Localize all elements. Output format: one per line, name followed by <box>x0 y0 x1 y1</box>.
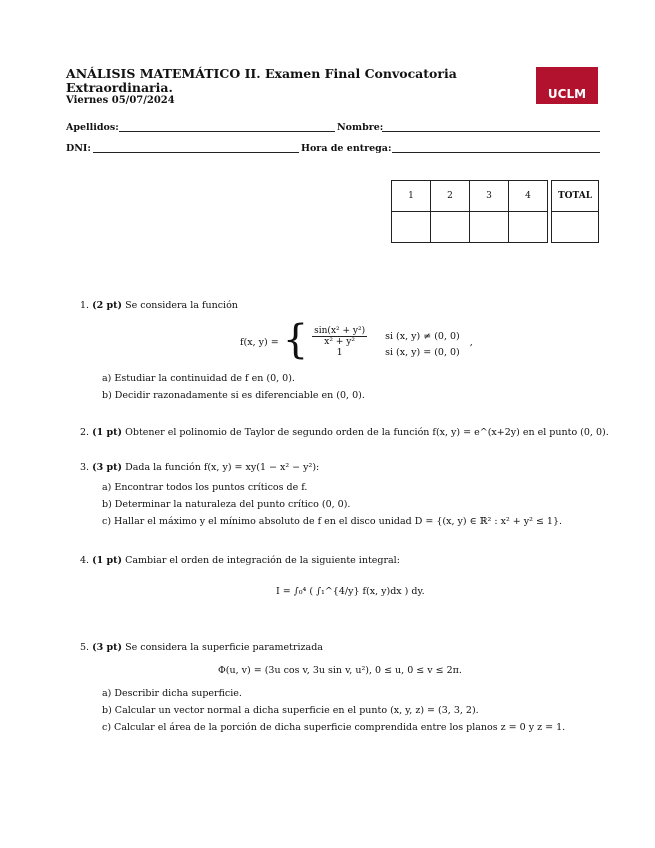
q1-formula-trail: , <box>469 336 473 348</box>
score-cell-3[interactable] <box>470 212 509 243</box>
q3-number: 3. <box>80 462 90 473</box>
score-value-row <box>392 212 599 243</box>
q1-points: (2 pt) <box>92 300 123 311</box>
q2-text: Obtener el polinomio de Taylor de segundo orden de la función f(x, y) = e^(x+2y) en el punto (0, 0). <box>125 427 609 438</box>
q1-case2-val: 1 <box>336 347 343 358</box>
score-cell-1[interactable] <box>392 212 431 243</box>
score-cell-4[interactable] <box>509 212 548 243</box>
brace: { <box>282 317 309 363</box>
q4-number: 4. <box>80 555 90 566</box>
q3-item-c: c) Hallar el máximo y el mínimo absoluto de f en el disco unidad D = {(x, y) ∈ ℝ² : x² + y² ≤ 1}. <box>102 516 563 527</box>
q5-item-a: a) Describir dicha superficie. <box>102 688 242 699</box>
hora-label: Hora de entrega: <box>301 143 392 154</box>
score-header-1: 1 <box>392 181 431 212</box>
q1-case1-cond: si (x, y) ≠ (0, 0) <box>385 331 460 342</box>
q5-points: (3 pt) <box>92 642 123 653</box>
q1-formula-lhs: f(x, y) = <box>240 336 279 348</box>
q4-formula: I = ∫₀⁴ ( ∫₁^{4/y} f(x, y)dx ) dy. <box>276 586 425 597</box>
q4-text: Cambiar el orden de integración de la siguiente integral: <box>125 555 400 566</box>
q5-item-c: c) Calcular el área de la porción de dicha superficie comprendida entre los planos z = 0 y z = 1. <box>102 722 566 733</box>
q1-case1-fraction <box>312 326 367 347</box>
apellidos-label: Apellidos: <box>66 122 119 133</box>
score-header-row <box>392 181 599 212</box>
score-header-3: 3 <box>470 181 509 212</box>
q1-case2-cond: si (x, y) = (0, 0) <box>385 347 460 358</box>
dni-line[interactable] <box>93 152 299 153</box>
score-cell-total[interactable] <box>552 212 599 243</box>
q3-item-b: b) Determinar la naturaleza del punto crítico (0, 0). <box>102 499 351 510</box>
q3-points: (3 pt) <box>92 462 123 473</box>
question-4 <box>80 555 400 567</box>
q2-number: 2. <box>80 427 90 438</box>
logo-text: UCLM <box>547 87 587 101</box>
nombre-line[interactable] <box>382 131 600 132</box>
question-3 <box>80 462 319 474</box>
q4-points: (1 pt) <box>92 555 123 566</box>
q5-text: Se considera la superficie parametrizada <box>125 642 323 653</box>
q1-text: Se considera la función <box>125 300 238 311</box>
dni-label: DNI: <box>66 143 91 154</box>
q3-text: Dada la función f(x, y) = xy(1 − x² − y²): <box>125 462 320 473</box>
q1-number: 1. <box>80 300 90 311</box>
question-1 <box>80 300 238 312</box>
q5-item-b: b) Calcular un vector normal a dicha superficie en el punto (x, y, z) = (3, 3, 2). <box>102 705 479 716</box>
score-table <box>391 180 599 243</box>
exam-date: Viernes 05/07/2024 <box>66 95 175 106</box>
score-header-2: 2 <box>431 181 470 212</box>
uclm-logo <box>536 67 598 104</box>
q5-number: 5. <box>80 642 90 653</box>
q1-item-b: b) Decidir razonadamente si es diferenciable en (0, 0). <box>102 390 365 401</box>
q1-formula <box>240 317 473 364</box>
score-cell-2[interactable] <box>431 212 470 243</box>
q1-case1-num: sin(x² + y²) <box>314 326 366 336</box>
q2-points: (1 pt) <box>92 427 123 438</box>
q5-formula: Φ(u, v) = (3u cos v, 3u sin v, u²), 0 ≤ u, 0 ≤ v ≤ 2π. <box>218 665 462 676</box>
q1-item-a: a) Estudiar la continuidad de f en (0, 0). <box>102 373 295 384</box>
question-5 <box>80 642 323 654</box>
q1-case1-den: x² + y² <box>324 337 355 347</box>
score-header-4: 4 <box>509 181 548 212</box>
q3-item-a: a) Encontrar todos los puntos críticos de f. <box>102 482 308 493</box>
q1-cases <box>312 326 460 358</box>
question-2 <box>80 427 609 439</box>
score-header-total: TOTAL <box>552 181 599 212</box>
exam-title: ANÁLISIS MATEMÁTICO II. Examen Final Convocatoria Extraordinaria. <box>66 66 457 95</box>
hora-line[interactable] <box>392 152 600 153</box>
nombre-label: Nombre: <box>337 122 384 133</box>
apellidos-line[interactable] <box>119 131 335 132</box>
